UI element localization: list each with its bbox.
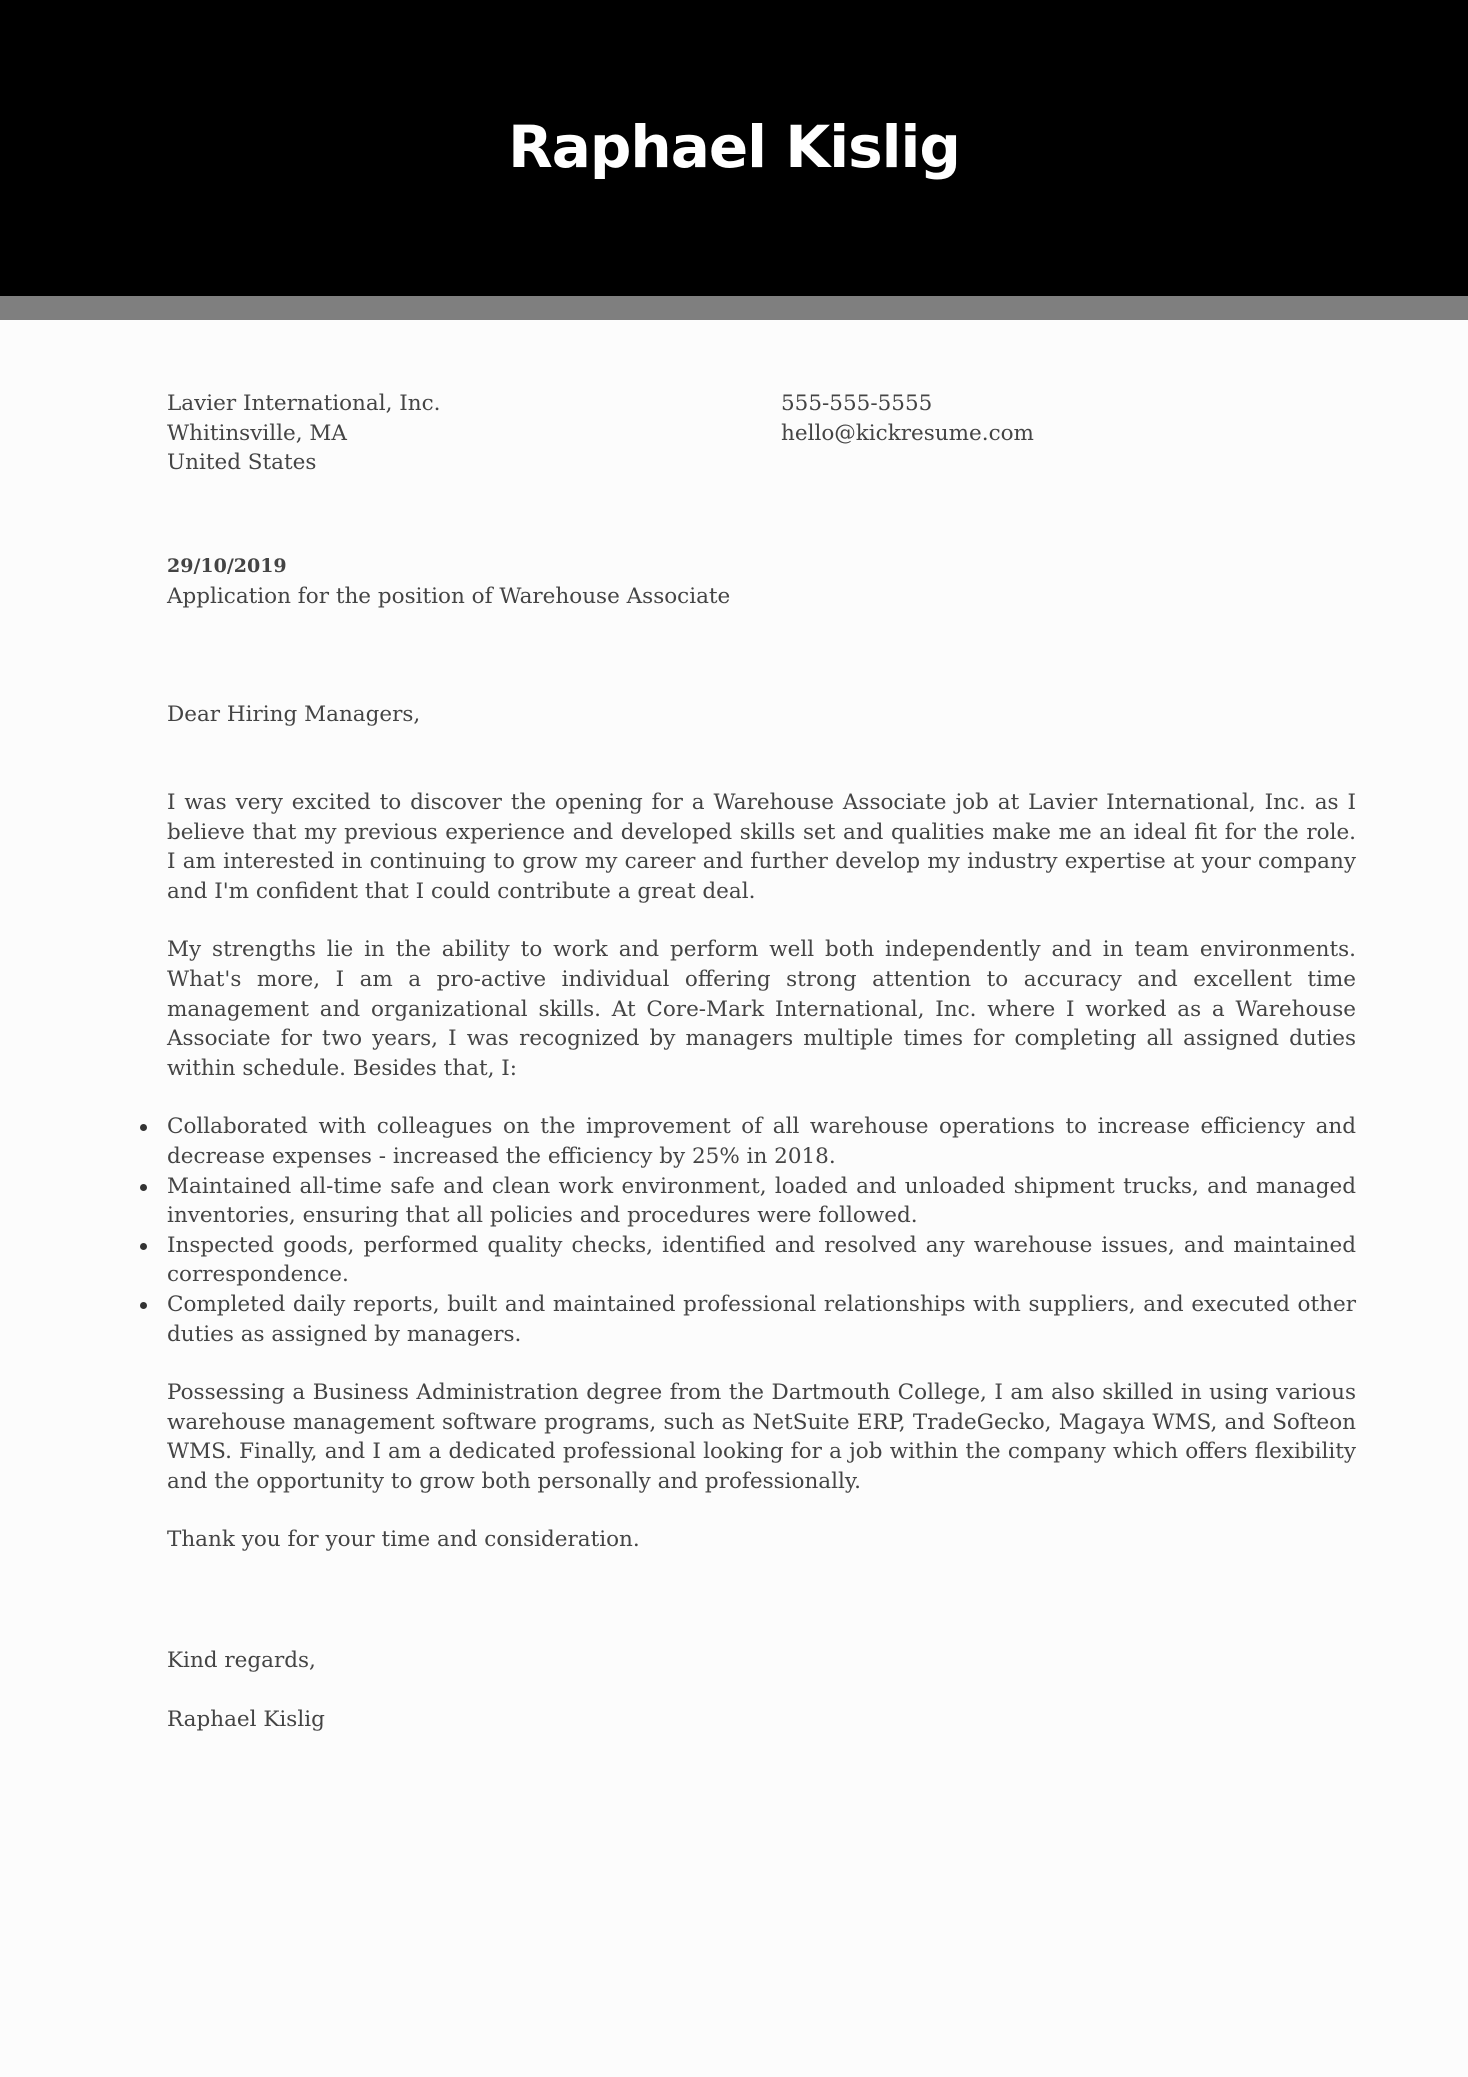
- recipient-city: Whitinsville, MA: [167, 420, 347, 446]
- bullet-icon: [140, 1243, 147, 1250]
- recipient-country: United States: [167, 450, 317, 476]
- phone-number: 555-555-5555: [781, 391, 933, 416]
- list-item: Inspected goods, performed quality checks, identified and resolved any warehouse issues, and maintained correspondence.: [167, 1231, 1356, 1290]
- recipient-company: Lavier International, Inc.: [167, 391, 441, 416]
- body-paragraph: I was very excited to discover the opening for a Warehouse Associate job at Lavier International, Inc. as I believe that my previous experience and developed skills set and qualities make me an ideal fit for the role. I am interested in continuing to grow my career and further develop my industry expertise at your company and I'm confident that I could contribute a great deal.: [167, 790, 1356, 904]
- email-address: hello@kickresume.com: [781, 420, 1034, 446]
- signature: Raphael Kislig: [167, 1707, 325, 1732]
- sender-contact: [781, 389, 1034, 448]
- list-item: Collaborated with colleagues on the improvement of all warehouse operations to increase efficiency and decrease expenses - increased the efficiency by 25% in 2018.: [167, 1112, 1356, 1171]
- letter-heading: [167, 552, 1356, 611]
- recipient-address: [167, 389, 441, 478]
- bullet-icon: [140, 1184, 147, 1191]
- letter-subject: Application for the position of Warehouse Associate: [167, 583, 731, 609]
- thanks-line: Thank you for your time and consideration.: [167, 1527, 640, 1553]
- header-divider-band: [0, 296, 1468, 320]
- header-banner: [0, 0, 1468, 296]
- bullet-icon: [140, 1302, 147, 1309]
- list-item: Completed daily reports, built and maintained professional relationships with suppliers, and executed other duties as assigned by managers.: [167, 1290, 1356, 1349]
- achievement-list: [167, 1112, 1356, 1349]
- body-paragraph: Possessing a Business Administration degree from the Dartmouth College, I am also skilled in using various warehouse management software programs, such as NetSuite ERP, TradeGecko, Magaya WMS, and Softeon WMS. Finally, and I am a dedicated professional looking for a job within the company which offers flexibility and the opportunity to grow both personally and professionally.: [167, 1380, 1356, 1494]
- bullet-icon: [140, 1124, 147, 1131]
- letter-date: 29/10/2019: [167, 555, 287, 577]
- list-item: Maintained all-time safe and clean work environment, loaded and unloaded shipment trucks, and managed inventories, ensuring that all policies and procedures were followed.: [167, 1172, 1356, 1231]
- body-paragraph: My strengths lie in the ability to work and perform well both independently and in team environments. What's more, I am a pro-active individual offering strong attention to accuracy and excellent time management and organizational skills. At Core-Mark International, Inc. where I worked as a Warehouse Associate for two years, I was recognized by managers multiple times for completing all assigned duties within schedule. Besides that, I:: [167, 937, 1356, 1081]
- signoff: Kind regards,: [167, 1648, 316, 1673]
- applicant-name: Raphael Kislig: [508, 113, 960, 181]
- letter-body: [167, 788, 1356, 1555]
- salutation: Dear Hiring Managers,: [167, 702, 421, 727]
